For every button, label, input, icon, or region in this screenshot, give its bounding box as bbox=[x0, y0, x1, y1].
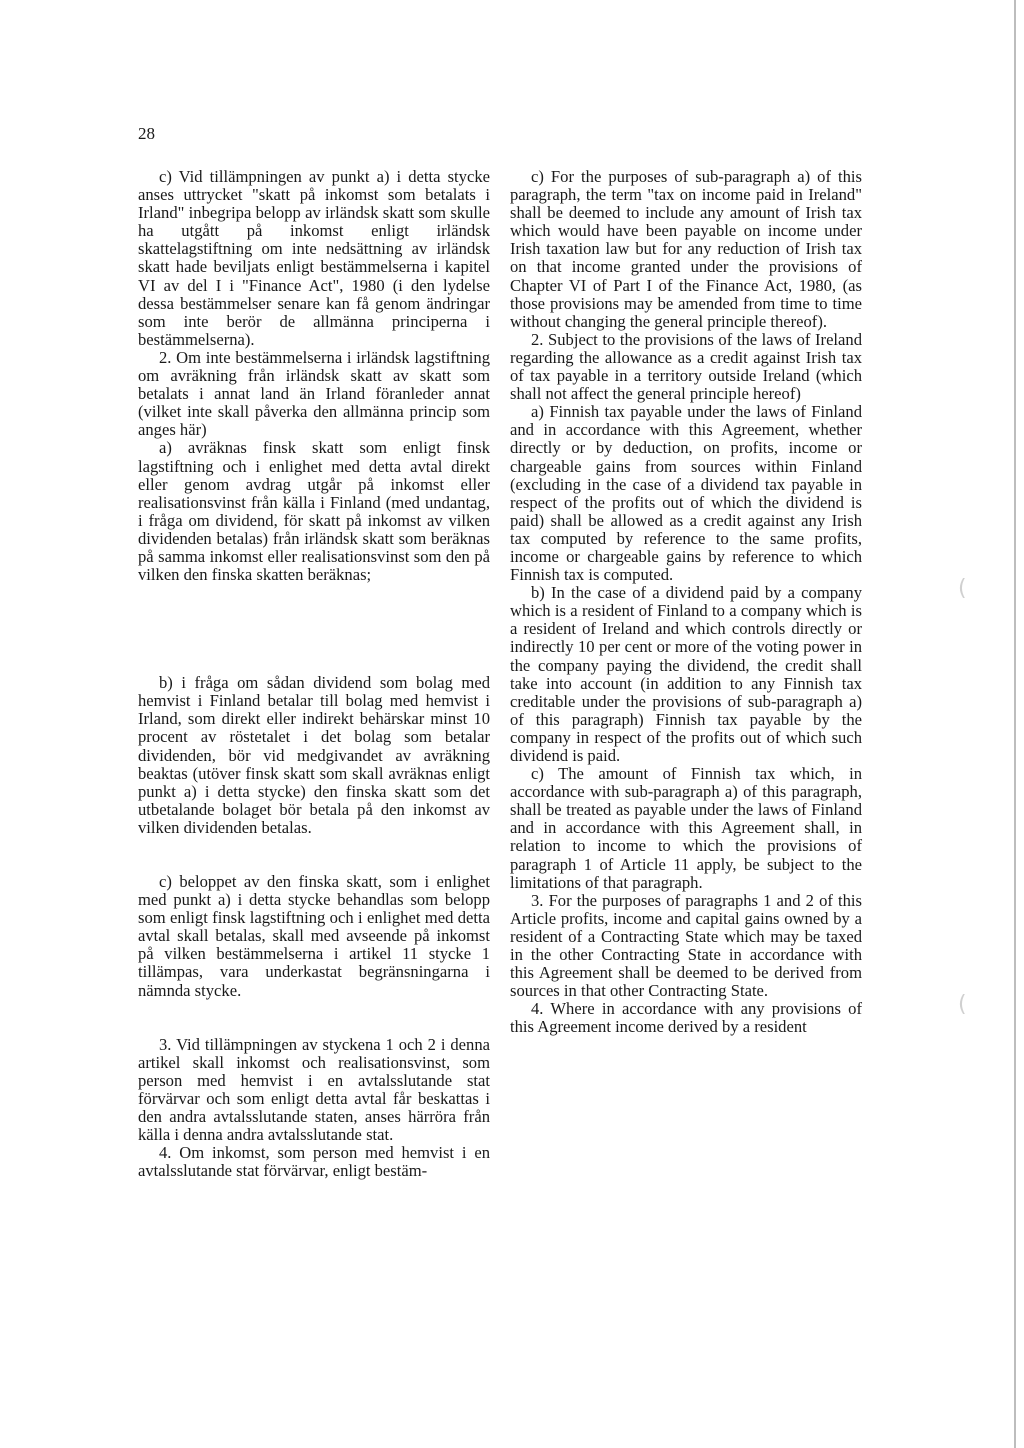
sv-paragraph-3: 3. Vid tillämpningen av styckena 1 och 2 i denna artikel skall inkomst och realisationsvinst, som person med hemvist i en avtalsslutande stat förvärvar och som enligt detta avtal får beskattas i den andra avtalsslutande staten, anses härröra från källa i denna andra avtalsslutande stat. bbox=[138, 1034, 490, 1145]
en-paragraph-2c: c) The amount of Finnish tax which, in accordance with sub-paragraph a) of this paragraph, shall be treated as payable under the laws of Finland and in accordance with this Agreement shall, in relation to income to which the provisions of paragraph 1 of Article 11 apply, be subject to the limitations of that paragraph. bbox=[510, 764, 862, 892]
sv-paragraph-2c: c) beloppet av den finska skatt, som i enlighet med punkt a) i detta stycke behandlas som belopp som enligt finsk lagstiftning och i enlighet med detta avtal skall betalas, skall med avseende på inkomst på vilken bestämmelserna i artikel 11 stycke 1 tillämpas, vara underkastat begränsningarna i nämnda stycke. bbox=[138, 872, 490, 1000]
sv-paragraph-1c: c) Vid tillämpningen av punkt a) i detta stycke anses uttrycket "skatt på inkomst som betalats i Irland" inbegripa belopp av irländsk skatt som skulle ha utgått på inkomst enligt irländsk skattelagstiftning om inte nedsättning av irländsk skatt hade beviljats enligt bestämmelserna i kapitel VI av del I i "Finance Act", 1980 (i den lydelse dessa bestämmelser senare kan få genom ändringar som inte berör de allmänna principerna i bestämmelserna). bbox=[138, 167, 490, 349]
english-column bbox=[510, 168, 862, 1037]
sv-paragraph-2a: a) avräknas finsk skatt som enligt finsk lagstiftning och i enlighet med detta avtal direkt eller genom avdrag utgår på inkomst eller realisationsvinst från källa i Finland (med undantag, i fråga om dividend, för skatt på inkomst av vilken dividenden betalas) från irländsk skatt som beräknas på samma inkomst eller realisationsvinst som den på vilken den finska skatten beräknas; bbox=[138, 438, 490, 585]
scan-edge-line bbox=[1014, 0, 1016, 1448]
scan-bracket-mark-top: ( bbox=[958, 576, 967, 601]
en-paragraph-3: 3. For the purposes of paragraphs 1 and 2 of this Article profits, income and capital gains owned by a resident of a Contracting State which may be taxed in the other Contracting State in accordance with this Agreement shall be deemed to be derived from sources in that other Contracting State. bbox=[510, 890, 862, 1001]
sv-paragraph-2: 2. Om inte bestämmelserna i irländsk lagstiftning om avräkning från irländsk skatt av skatt som betalats i annat land än Irland föranleder annat (vilket inte skall påverka den allmänna princip som anges här) bbox=[138, 347, 490, 440]
en-paragraph-1c: c) For the purposes of sub-paragraph a) of this paragraph, the term "tax on income paid in Ireland" shall be deemed to include any amount of Irish tax which would have been payable on income under Irish taxation law but for any reduction of Irish tax on that income granted under the provisions of Chapter VI of Part I of the Finance Act, 1980, (as those provisions may be amended from time to time without changing the general principle thereof). bbox=[510, 167, 862, 331]
en-paragraph-4: 4. Where in accordance with any provisions of this Agreement income derived by a resident bbox=[510, 999, 862, 1037]
sv-paragraph-2b: b) i fråga om sådan dividend som bolag med hemvist i Finland betalar till bolag med hemvist i Irland, som direkt eller indirekt behärskar minst 10 procent av röstetalet i det bolag som betalar dividenden, bör vid medgivandet av avräkning beaktas (utöver finsk skatt som skall avräknas enligt punkt a) i detta stycke) den finska skatt som det utbetalande bolaget bör betala på den inkomst av vilken dividenden betalas. bbox=[138, 673, 490, 837]
page-number: 28 bbox=[138, 124, 155, 143]
swedish-column bbox=[138, 168, 490, 1180]
en-paragraph-2: 2. Subject to the provisions of the laws of Ireland regarding the allowance as a credit against Irish tax of tax payable in a territory outside Ireland (which shall not affect the general principle hereof) bbox=[510, 329, 862, 404]
en-paragraph-2b: b) In the case of a dividend paid by a company which is a resident of Finland to a company which is a resident of Ireland and which controls directly or indirectly 10 per cent or more of the voting power in the company paying the dividend, the credit shall take into account (in addition to any Finnish tax creditable under the provisions of sub-paragraph a) of this paragraph) Finnish tax payable by the company in respect of the profits out of which such dividend is paid. bbox=[510, 583, 862, 765]
sv-paragraph-4: 4. Om inkomst, som person med hemvist i en avtalsslutande stat förvärvar, enligt bestäm- bbox=[138, 1143, 490, 1181]
scan-bracket-mark-bottom: ( bbox=[958, 992, 967, 1017]
en-paragraph-2a: a) Finnish tax payable under the laws of Finland and in accordance with this Agreement, whether directly or by deduction, on profits, income or chargeable gains from sources within Finland (excluding in the case of a dividend tax payable in respect of the profits out of which the dividend is paid) shall be allowed as a credit against any Irish tax computed by reference to the same profits, income or chargeable gains by reference to which Finnish tax is computed. bbox=[510, 402, 862, 585]
